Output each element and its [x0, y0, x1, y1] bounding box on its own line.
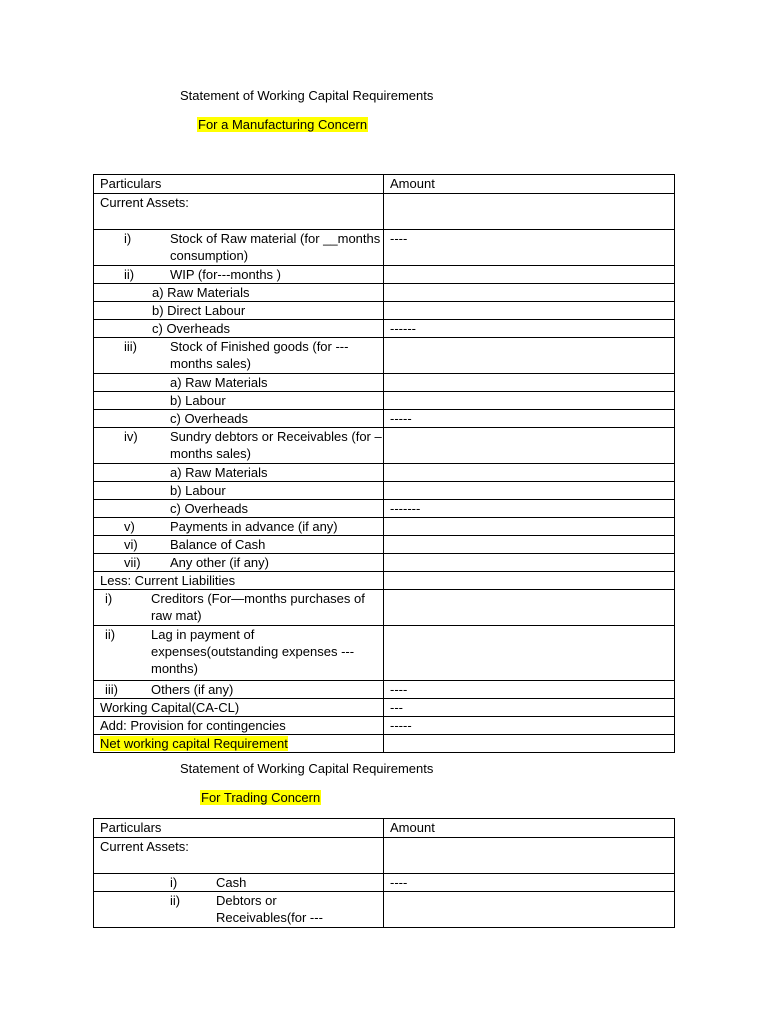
row-text: Any other (if any): [170, 555, 269, 570]
current-assets-label: Current Assets:: [100, 839, 189, 854]
row-number: iv): [124, 429, 138, 444]
row-text: b) Labour: [170, 483, 226, 498]
table-row: [94, 590, 675, 626]
row-text: Sundry debtors or Receivables (for –months sales): [170, 429, 382, 461]
row-amount: ----: [384, 681, 675, 699]
table-row: [94, 874, 675, 892]
row-text: b) Labour: [170, 393, 226, 408]
row-number: iii): [124, 339, 137, 354]
particulars-header: Particulars: [100, 820, 162, 835]
row-number: vi): [124, 537, 138, 552]
table-row: [94, 392, 675, 410]
subtitle-manufacturing: For a Manufacturing Concern: [198, 117, 368, 132]
statement-title-2: Statement of Working Capital Requirements: [180, 761, 434, 776]
row-text: Lag in payment of expenses(outstanding expenses ---months): [151, 627, 355, 676]
particulars-header: Particulars: [100, 176, 162, 191]
row-amount: ----: [384, 230, 675, 266]
table-row: [94, 374, 675, 392]
table-row: [94, 302, 675, 320]
table-header-row: [94, 175, 675, 194]
table-row: [94, 554, 675, 572]
row-amount: ---: [384, 699, 675, 717]
table-row: [94, 266, 675, 284]
subtitle-trading: For Trading Concern: [201, 790, 321, 805]
table-row: [94, 536, 675, 554]
row-text: Stock of Raw material (for __months consumption): [170, 231, 381, 263]
row-text: a) Raw Materials: [152, 285, 250, 300]
statement-title-1: Statement of Working Capital Requirements: [180, 88, 434, 103]
table-row: [94, 230, 675, 266]
row-text: b) Direct Labour: [152, 303, 246, 318]
row-text: Payments in advance (if any): [170, 519, 338, 534]
net-working-capital-label: Net working capital Requirement: [100, 736, 288, 751]
row-number: v): [124, 519, 135, 534]
row-text: a) Raw Materials: [170, 465, 268, 480]
table-row: [94, 699, 675, 717]
table-row: [94, 892, 675, 928]
working-capital-label: Working Capital(CA-CL): [100, 700, 240, 715]
row-text: WIP (for---months ): [170, 267, 281, 282]
table-row: [94, 572, 675, 590]
row-amount: -------: [384, 500, 675, 518]
manufacturing-table: [93, 174, 675, 753]
row-number: iii): [105, 682, 118, 697]
table-row: [94, 717, 675, 735]
table-row: [94, 681, 675, 699]
row-text: c) Overheads: [152, 321, 231, 336]
table-row: [94, 838, 675, 874]
row-text: a) Raw Materials: [170, 375, 268, 390]
row-text: Others (if any): [151, 682, 234, 697]
current-assets-label: Current Assets:: [100, 195, 189, 210]
row-text: c) Overheads: [170, 501, 249, 516]
row-text: Creditors (For—months purchases of raw mat): [151, 591, 365, 623]
row-text: Stock of Finished goods (for ---months sales): [170, 339, 349, 371]
row-text: Cash: [216, 875, 247, 890]
row-number: i): [170, 875, 178, 890]
table-header-row: [94, 819, 675, 838]
row-number: ii): [105, 627, 116, 642]
row-number: ii): [124, 267, 135, 282]
table-row: [94, 284, 675, 302]
row-amount: ----: [384, 874, 675, 892]
row-number: vii): [124, 555, 141, 570]
table-row: [94, 194, 675, 230]
provision-label: Add: Provision for contingencies: [100, 718, 286, 733]
less-current-liabilities-label: Less: Current Liabilities: [100, 573, 236, 588]
row-number: i): [124, 231, 132, 246]
row-text: c) Overheads: [170, 411, 249, 426]
table-row: [94, 320, 675, 338]
row-number: ii): [170, 893, 181, 908]
amount-header: Amount: [384, 819, 675, 838]
table-row: [94, 735, 675, 753]
row-amount: -----: [384, 410, 675, 428]
amount-header: Amount: [384, 175, 675, 194]
row-text: Balance of Cash: [170, 537, 266, 552]
table-row: [94, 626, 675, 681]
table-row: [94, 518, 675, 536]
row-amount: ------: [384, 320, 675, 338]
row-amount: -----: [384, 717, 675, 735]
table-row: [94, 428, 675, 464]
table-row: [94, 410, 675, 428]
table-row: [94, 338, 675, 374]
row-number: i): [105, 591, 113, 606]
table-row: [94, 482, 675, 500]
row-text: Debtors or Receivables(for ---: [216, 893, 323, 925]
table-row: [94, 500, 675, 518]
trading-table: [93, 818, 675, 928]
table-row: [94, 464, 675, 482]
